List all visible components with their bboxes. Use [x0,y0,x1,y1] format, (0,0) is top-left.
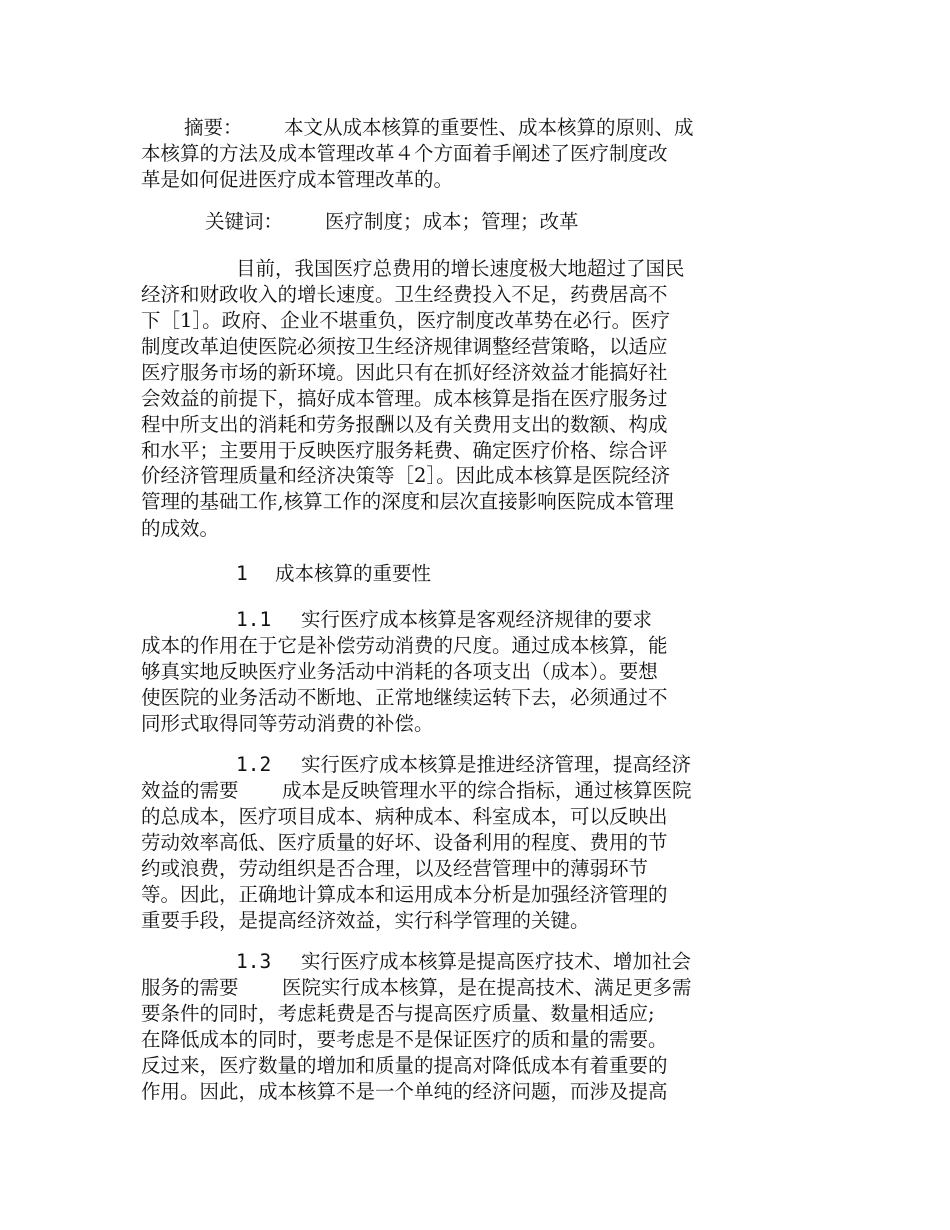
body-line: 够真实地反映医疗业务活动中消耗的各项支出（成本）。要想 [141,660,658,683]
intro-line: 下［1］。政府、企业不堪重负，医疗制度改革势在必行。医疗 [141,309,671,332]
intro-line: 目前，我国医疗总费用的增长速度极大地超过了国民 [236,257,685,280]
intro-line: 制度改革迫使医院必须按卫生经济规律调整经营策略，以适应 [141,335,668,358]
subsection-number: 1.2 [236,753,272,776]
body-line: 在降低成本的同时，要考虑是不是保证医疗的质和量的需要。 [141,1028,668,1051]
section-number: 1 [236,562,248,585]
intro-line: 会效益的前提下，搞好成本管理。成本核算是指在医疗服务过 [141,387,668,410]
body-line: 劳动效率高低、医疗质量的好坏、设备利用的程度、费用的节 [141,831,668,854]
subsection-title: 实行医疗成本核算是提高医疗技术、增加社会 [301,950,692,973]
body-line: 医院实行成本核算，是在提高技术、满足更多需 [282,976,692,999]
body-line: 作用。因此，成本核算不是一个单纯的经济问题，而涉及提高 [141,1080,668,1103]
body-line: 反过来，医疗数量的增加和质量的提高对降低成本有着重要的 [141,1054,668,1077]
body-line: 使医院的业务活动不断地、正常地继续运转下去，必须通过不 [141,686,668,709]
subsection-title-cont: 效益的需要 [141,779,239,802]
body-line: 的总成本，医疗项目成本、病种成本、科室成本，可以反映出 [141,805,668,828]
abstract-line: 本文从成本核算的重要性、成本核算的原则、成 [284,116,694,139]
body-line: 要条件的同时，考虑耗费是否与提高医疗质量、数量相适应; [141,1002,655,1025]
intro-line: 价经济管理质量和经济决策等［2］。因此成本核算是医院经济 [141,464,671,487]
body-line: 同形式取得同等劳动消费的补偿。 [141,712,434,735]
intro-line: 经济和财政收入的增长速度。卫生经费投入不足，药费居高不 [141,283,668,306]
intro-line: 的成效。 [141,517,220,540]
intro-line: 程中所支出的消耗和劳务报酬以及有关费用支出的数额、构成 [141,413,668,436]
body-line: 重要手段，是提高经济效益，实行科学管理的关键。 [141,909,590,932]
abstract-line: 革是如何促进医疗成本管理改革的。 [141,168,454,191]
body-line: 约或浪费，劳动组织是否合理，以及经营管理中的薄弱环节 [141,857,649,880]
body-line: 成本是反映管理水平的综合指标，通过核算医院 [282,779,692,802]
intro-line: 和水平；主要用于反映医疗服务耗费、确定医疗价格、综合评 [141,439,668,462]
body-line: 等。因此，正确地计算成本和运用成本分析是加强经济管理的 [141,883,668,906]
body-line: 成本的作用在于它是补偿劳动消费的尺度。通过成本核算，能 [141,634,668,657]
section-title: 成本核算的重要性 [275,562,432,585]
subsection-title: 实行医疗成本核算是客观经济规律的要求 [301,608,653,631]
subsection-number: 1.1 [236,608,272,631]
abstract-line: 本核算的方法及成本管理改革４个方面着手阐述了医疗制度改 [141,142,668,165]
subsection-title-cont: 服务的需要 [141,976,239,999]
intro-line: 管理的基础工作,核算工作的深度和层次直接影响医院成本管理 [141,490,674,513]
subsection-number: 1.3 [236,950,272,973]
intro-line: 医疗服务市场的新环境。因此只有在抓好经济效益才能搞好社 [141,361,668,384]
subsection-title: 实行医疗成本核算是推进经济管理，提高经济 [301,753,692,776]
keywords-label: 关键词： [205,210,284,233]
keywords-text: 医疗制度；成本；管理；改革 [325,210,579,233]
abstract-label: 摘要： [184,116,243,139]
